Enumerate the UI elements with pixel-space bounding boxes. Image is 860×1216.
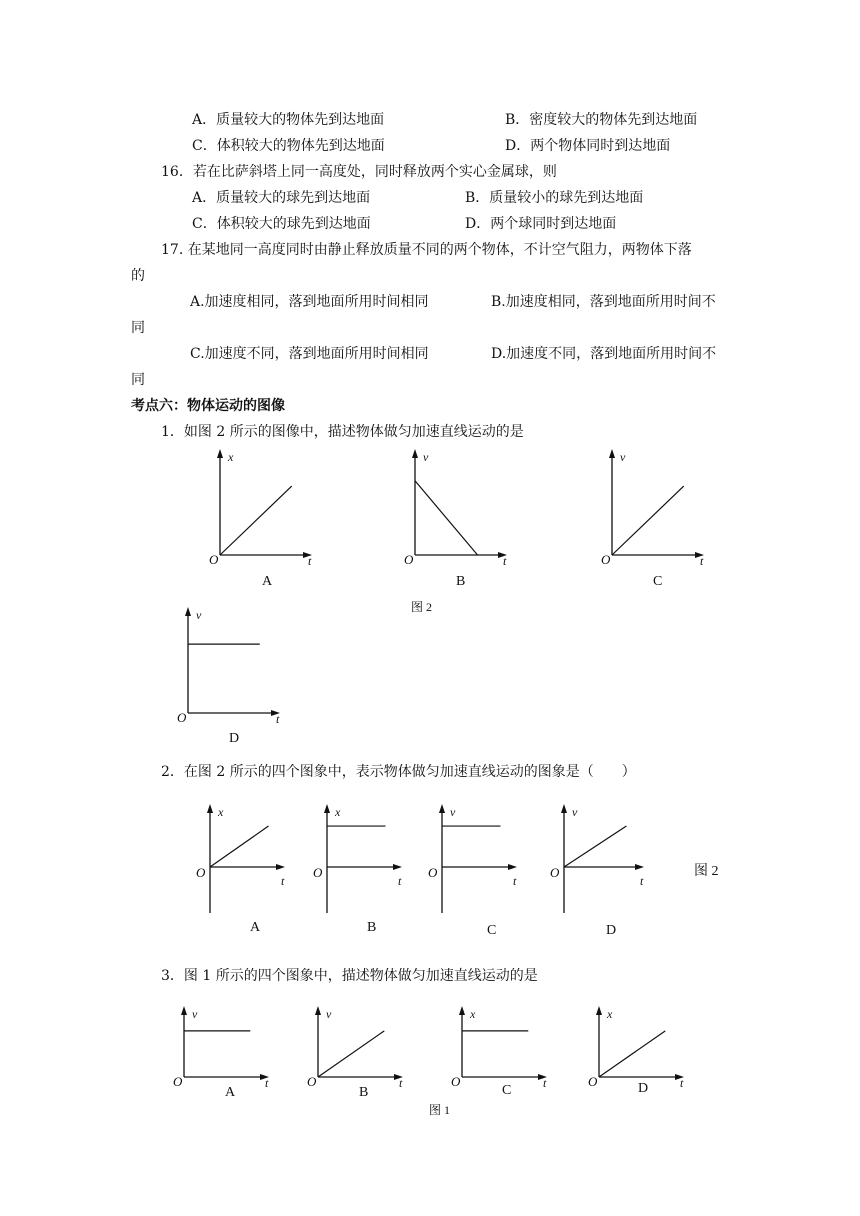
q17-stem: 17. 在某地同一高度同时由静止释放质量不同的两个物体，不计空气阻力，两物体下落 [161, 242, 692, 258]
y-axis-label: x [607, 1007, 613, 1021]
q17-option-c: C.加速度不同，落到地面所用时间相同 [190, 346, 429, 362]
graph-option-label: C [653, 574, 663, 589]
y-axis-arrow [181, 1006, 187, 1015]
origin-label: O [588, 1074, 598, 1089]
origin-label: O [313, 865, 323, 880]
motion-graph-p3-b [306, 1002, 411, 1090]
x-axis-label: t [680, 1076, 684, 1090]
p2-figure-caption: 图 2 [694, 864, 719, 879]
y-axis-arrow [412, 449, 418, 458]
graph-line [415, 481, 478, 555]
graph-option-label: D [229, 731, 240, 746]
motion-graph-p1-b [403, 445, 515, 568]
motion-graph-p1-d [176, 603, 288, 726]
y-axis-label: v [196, 608, 202, 622]
q17-option-d: D.加速度不同，落到地面所用时间不 [491, 346, 717, 362]
graph-line [318, 1031, 384, 1077]
q15-option-c: C．体积较大的物体先到达地面 [192, 138, 385, 154]
graph-option-label: B [367, 920, 377, 935]
p3-figure-caption: 图 1 [429, 1103, 451, 1117]
origin-label: O [404, 552, 414, 567]
motion-graph-p3-a [172, 1002, 277, 1090]
y-axis-label: v [423, 450, 429, 464]
y-axis-label: v [620, 450, 626, 464]
x-axis-label: t [308, 554, 312, 568]
section-title: 考点六：物体运动的图像 [131, 398, 285, 414]
y-axis-label: x [218, 805, 224, 819]
graph-line [564, 826, 626, 867]
y-axis-label: x [228, 450, 234, 464]
motion-graph-p2-c [430, 800, 525, 915]
graph-line [220, 486, 292, 555]
q15-option-b: B．密度较大的物体先到达地面 [505, 112, 698, 128]
y-axis-arrow [459, 1006, 465, 1015]
x-axis-label: t [398, 874, 402, 888]
x-axis-label: t [265, 1076, 269, 1090]
origin-label: O [428, 865, 438, 880]
q17-option-b: B.加速度相同，落到地面所用时间不 [491, 294, 716, 310]
x-axis-label: t [640, 874, 644, 888]
motion-graph-p1-c [600, 445, 712, 568]
x-axis-label: t [503, 554, 507, 568]
y-axis-arrow [596, 1006, 602, 1015]
q15-option-a: A．质量较大的物体先到达地面 [192, 112, 385, 128]
y-axis-label: v [326, 1007, 332, 1021]
graph-option-label: A [262, 574, 273, 589]
graph-line [599, 1031, 665, 1077]
y-axis-label: x [470, 1007, 476, 1021]
q16-option-c: C．体积较大的球先到达地面 [192, 216, 371, 232]
x-axis-label: t [399, 1076, 403, 1090]
graph-option-label: D [606, 923, 617, 938]
motion-graph-p1-a [208, 445, 320, 568]
y-axis-label: x [335, 805, 341, 819]
origin-label: O [601, 552, 611, 567]
x-axis-label: t [513, 874, 517, 888]
y-axis-label: v [192, 1007, 198, 1021]
q17-option-a: A.加速度相同，落到地面所用时间相同 [190, 294, 429, 310]
x-axis-label: t [281, 874, 285, 888]
q16-option-d: D．两个球同时到达地面 [465, 216, 617, 232]
x-axis-label: t [543, 1076, 547, 1090]
p1-stem: 1．如图 2 所示的图像中，描述物体做匀加速直线运动的是 [161, 424, 524, 440]
y-axis-arrow [439, 804, 445, 813]
origin-label: O [307, 1074, 317, 1089]
q16-option-b: B．质量较小的球先到达地面 [465, 190, 644, 206]
motion-graph-p2-a [198, 800, 293, 915]
graph-line [210, 826, 269, 867]
y-axis-arrow [561, 804, 567, 813]
q16-option-a: A．质量较大的球先到达地面 [192, 190, 371, 206]
x-axis-arrow [276, 864, 285, 870]
p2-stem: 2．在图 2 所示的四个图象中，表示物体做匀加速直线运动的图象是（ ） [161, 764, 636, 780]
x-axis-label: t [700, 554, 704, 568]
y-axis-label: v [572, 805, 578, 819]
y-axis-arrow [185, 607, 191, 616]
p1-figure-caption: 图 2 [411, 600, 433, 614]
y-axis-arrow [324, 804, 330, 813]
y-axis-label: v [450, 805, 456, 819]
origin-label: O [209, 552, 219, 567]
graph-option-label: C [502, 1083, 512, 1098]
graph-option-label: D [638, 1081, 649, 1096]
q17-stem-cont: 的 [131, 268, 145, 284]
x-axis-arrow [508, 864, 517, 870]
p3-stem: 3．图 1 所示的四个图象中，描述物体做匀加速直线运动的是 [161, 968, 538, 984]
graph-option-label: B [359, 1085, 369, 1100]
y-axis-arrow [609, 449, 615, 458]
motion-graph-p3-c [450, 1002, 555, 1090]
graph-option-label: B [456, 574, 466, 589]
q17-option-d-cont: 同 [131, 372, 145, 388]
origin-label: O [173, 1074, 183, 1089]
q15-option-d: D．两个物体同时到达地面 [505, 138, 671, 154]
motion-graph-p3-d [587, 1002, 692, 1090]
y-axis-arrow [217, 449, 223, 458]
q17-option-b-cont: 同 [131, 320, 145, 336]
graph-option-label: C [487, 923, 497, 938]
x-axis-label: t [276, 712, 280, 726]
y-axis-arrow [315, 1006, 321, 1015]
origin-label: O [550, 865, 560, 880]
graph-option-label: A [225, 1085, 236, 1100]
graph-line [612, 486, 684, 555]
origin-label: O [451, 1074, 461, 1089]
motion-graph-p2-d [552, 800, 652, 915]
x-axis-arrow [635, 864, 644, 870]
graph-option-label: A [250, 920, 261, 935]
x-axis-arrow [393, 864, 402, 870]
q16-stem: 16．若在比萨斜塔上同一高度处，同时释放两个实心金属球，则 [161, 164, 557, 180]
origin-label: O [177, 710, 187, 725]
motion-graph-p2-b [315, 800, 410, 915]
origin-label: O [196, 865, 206, 880]
y-axis-arrow [207, 804, 213, 813]
